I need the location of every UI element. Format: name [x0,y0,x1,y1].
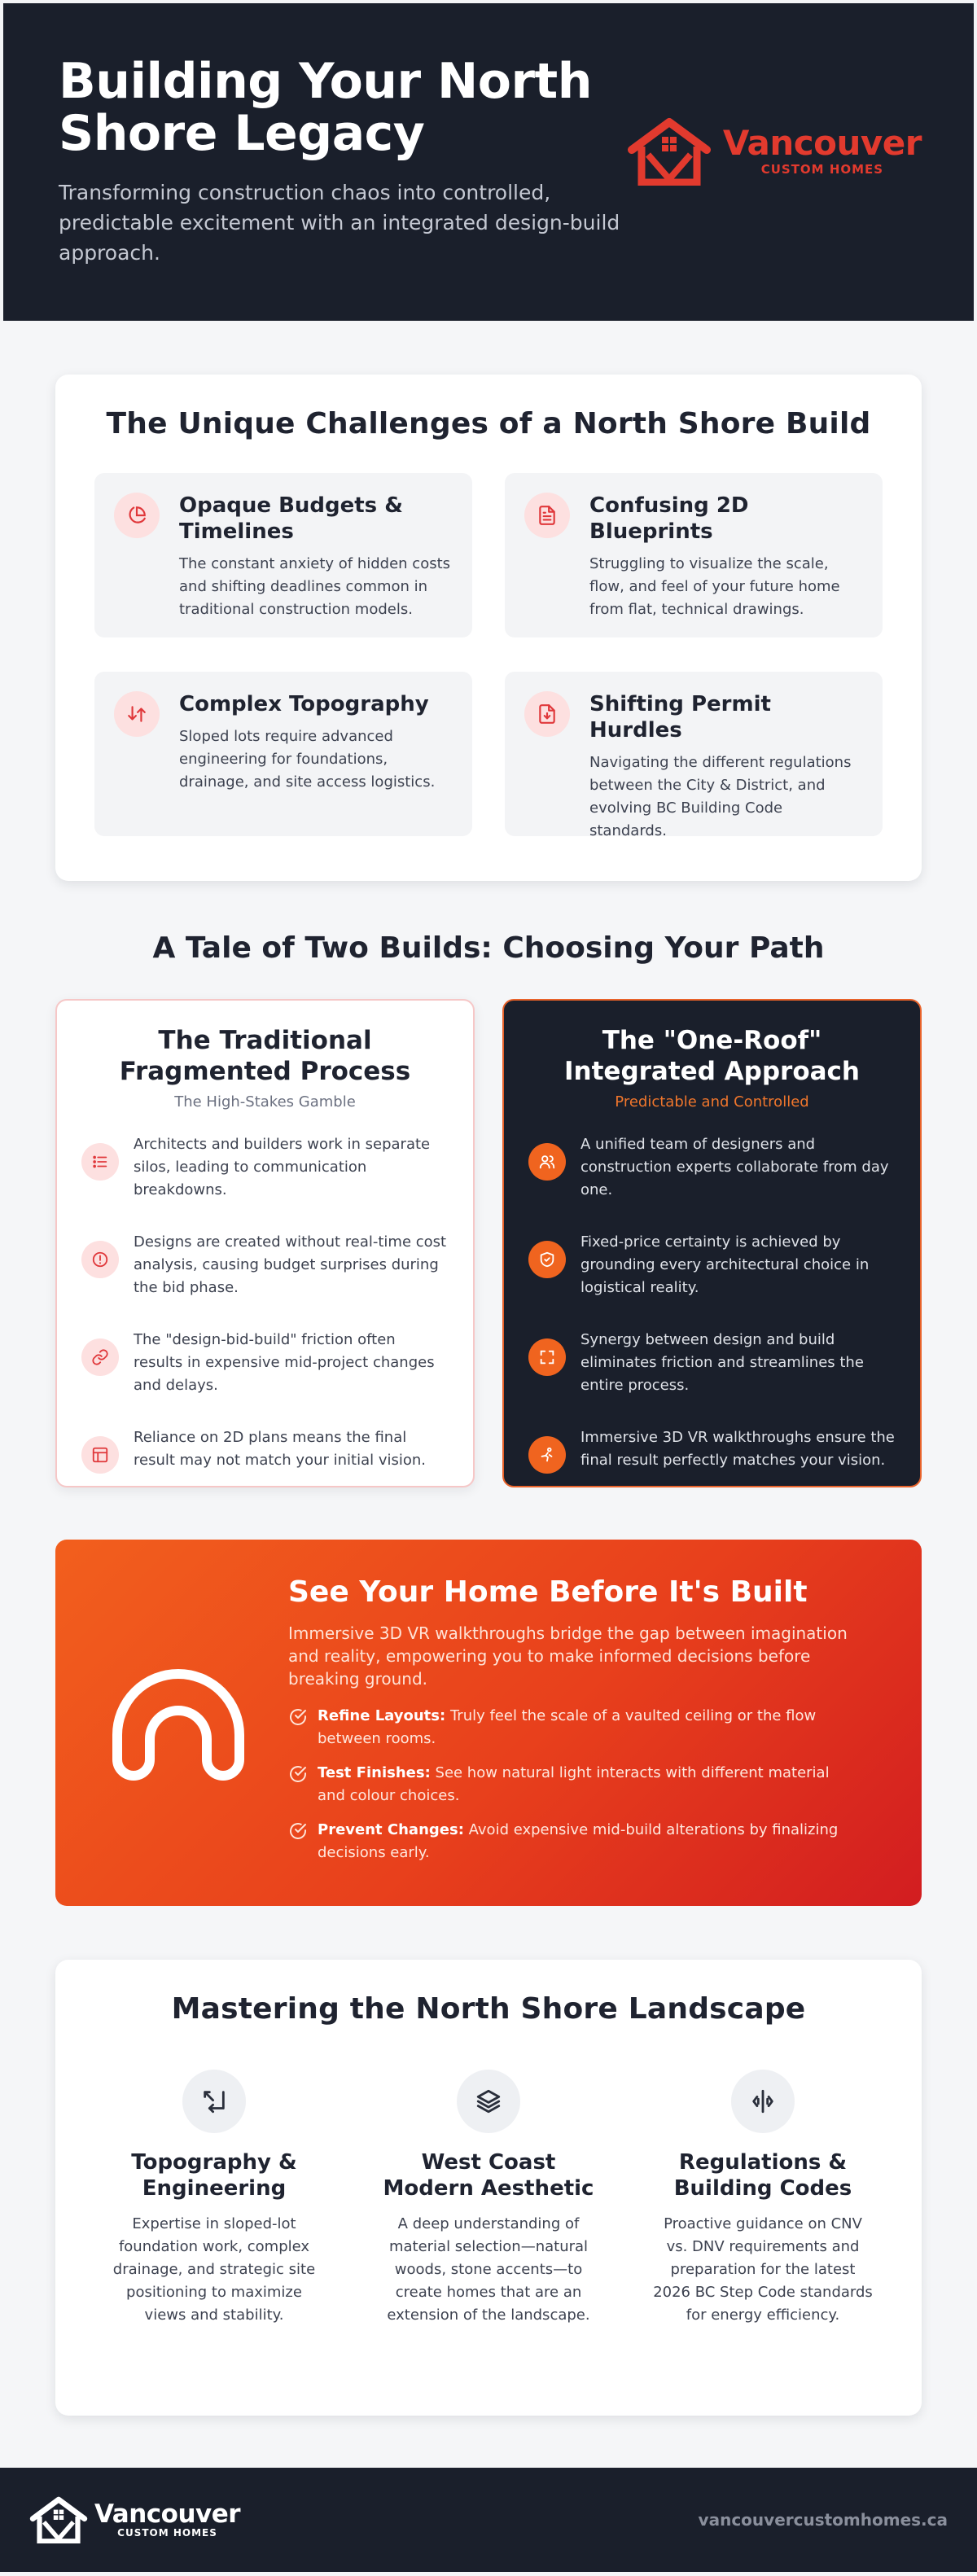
shield-check-icon [528,1241,566,1278]
page-title: Building Your North Shore Legacy [59,53,592,162]
check-circle-icon [288,1821,308,1841]
comparison-title: A Tale of Two Builds: Choosing Your Path [152,931,825,965]
list-item-text: The "design-bid-build" friction often results in expensive mid-project changes and delays. [134,1331,435,1394]
house-logo-icon [627,117,712,186]
document-icon [524,493,570,538]
logo-tagline: CUSTOM HOMES [760,162,884,177]
vr-benefit-item [288,1762,873,1807]
list-item [528,1133,896,1202]
integrated-title: The "One-Roof" Integrated Approach [564,1026,860,1086]
footer [0,2468,977,2572]
pie-chart-icon [114,493,160,538]
challenges-section [55,375,922,881]
challenge-title: Complex Topography [179,692,429,716]
brand-logo[interactable] [627,117,922,186]
comparison-section [55,999,922,1487]
landscape-section [55,1960,922,2416]
vr-benefit-item [288,1819,873,1864]
expertise-desc: Proactive guidance on CNV vs. DNV requirements and preparation for the latest 2026 BC Step Code standards for energy efficiency. [653,2215,873,2324]
list-item [528,1329,896,1397]
link-icon [81,1338,119,1376]
permit-file-icon [524,691,570,737]
challenge-card [505,672,883,839]
traditional-title: The Traditional Fragmented Process [119,1026,411,1086]
list-item-text: A unified team of designers and construction experts collaborate from day one. [581,1136,889,1198]
list-item-text: Fixed-price certainty is achieved by grounding every architectural choice in logistical reality. [581,1233,870,1296]
layout-icon [81,1436,119,1474]
expertise-title: Topography & Engineering [131,2150,297,2201]
challenges-title: The Unique Challenges of a North Shore Build [106,407,871,440]
expertise-title: West Coast Modern Aesthetic [383,2150,594,2201]
house-logo-icon [29,2496,88,2543]
challenge-desc: Navigating the different regulations between the City & District, and evolving BC Building Code standards. [589,754,852,839]
slope-arrows-icon [114,691,160,737]
vr-benefit-label: Prevent Changes: [318,1821,464,1838]
list-item-text: Architects and builders work in separate silos, leading to communication breakdowns. [134,1136,431,1198]
vr-benefit-text: See how natural light interacts with different material and colour choices. [318,1764,830,1804]
expertise-item [653,2070,873,2327]
list-item [81,1329,449,1397]
logo-tagline: CUSTOM HOMES [117,2527,217,2539]
vr-benefit-text: Truly feel the scale of a vaulted ceiling or the flow between rooms. [318,1707,817,1747]
challenges-grid [94,473,883,839]
website-link[interactable]: vancouvercustomhomes.ca [698,2510,948,2530]
vr-subtitle: Immersive 3D VR walkthroughs bridge the gap between imagination and reality, empowering you to make informed decisions before breaking ground. [288,1623,848,1689]
challenge-desc: Struggling to visualize the scale, flow, and feel of your future home from flat, technical drawings. [589,555,840,618]
team-icon [528,1143,566,1181]
vr-walkthrough-icon [528,1436,566,1474]
expertise-desc: A deep understanding of material selection—natural woods, stone accents—to create homes that are an extension of the landscape. [387,2215,590,2324]
integrated-approach-card [502,999,922,1487]
focus-frame-icon [528,1338,566,1376]
vr-benefit-label: Test Finishes: [318,1764,431,1781]
expertise-item [104,2070,324,2327]
challenge-title: Opaque Budgets & Timelines [179,493,403,544]
vr-benefit-item [288,1705,873,1750]
list-item [81,1426,449,1474]
list-icon [81,1143,119,1181]
landscape-title: Mastering the North Shore Landscape [171,1992,806,2026]
list-item-text: Designs are created without real-time cost analysis, causing budget surprises during the bid phase. [134,1233,447,1296]
vr-title: See Your Home Before It's Built [288,1575,808,1609]
check-circle-icon [288,1707,308,1727]
challenge-desc: The constant anxiety of hidden costs and shifting deadlines common in traditional construction models. [179,555,451,618]
list-item-text: Synergy between design and build eliminates friction and streamlines the entire process. [581,1331,864,1394]
vr-headset-icon [101,1637,256,1792]
layers-icon [457,2070,520,2133]
challenge-desc: Sloped lots require advanced engineering for foundations, drainage, and site access logistics. [179,728,436,791]
expertise-desc: Expertise in sloped-lot foundation work, complex drainage, and strategic site positioning to maximize views and stability. [112,2215,316,2324]
topography-icon [182,2070,246,2133]
expertise-item [379,2070,598,2327]
list-item [528,1231,896,1299]
hero-header [0,0,977,321]
vr-benefit-label: Refine Layouts: [318,1707,446,1724]
challenge-title: Confusing 2D Blueprints [589,493,749,544]
list-item-text: Reliance on 2D plans means the final result may not match your initial vision. [134,1429,427,1469]
footer-logo[interactable] [29,2496,240,2543]
logo-wordmark: Vancouver [722,123,922,163]
vr-walkthrough-section [55,1540,922,1906]
list-item [81,1133,449,1202]
vr-benefit-text: Avoid expensive mid-build alterations by finalizing decisions early. [318,1821,839,1861]
integrated-subtitle: Predictable and Controlled [615,1093,809,1111]
logo-wordmark: Vancouver [94,2499,241,2529]
traditional-subtitle: The High-Stakes Gamble [174,1093,356,1111]
challenge-card [505,473,883,637]
traditional-process-card [55,999,475,1487]
hero-subtitle: Transforming construction chaos into controlled, predictable excitement with an integrated design-build approach. [59,181,620,265]
challenge-card [94,672,472,836]
list-item-text: Immersive 3D VR walkthroughs ensure the final result perfectly matches your vision. [581,1429,895,1469]
alert-circle-icon [81,1241,119,1278]
regulations-icon [731,2070,795,2133]
check-circle-icon [288,1764,308,1784]
challenge-card [94,473,472,637]
list-item [81,1231,449,1299]
list-item [528,1426,896,1474]
challenge-title: Shifting Permit Hurdles [589,692,771,743]
expertise-title: Regulations & Building Codes [673,2150,852,2201]
